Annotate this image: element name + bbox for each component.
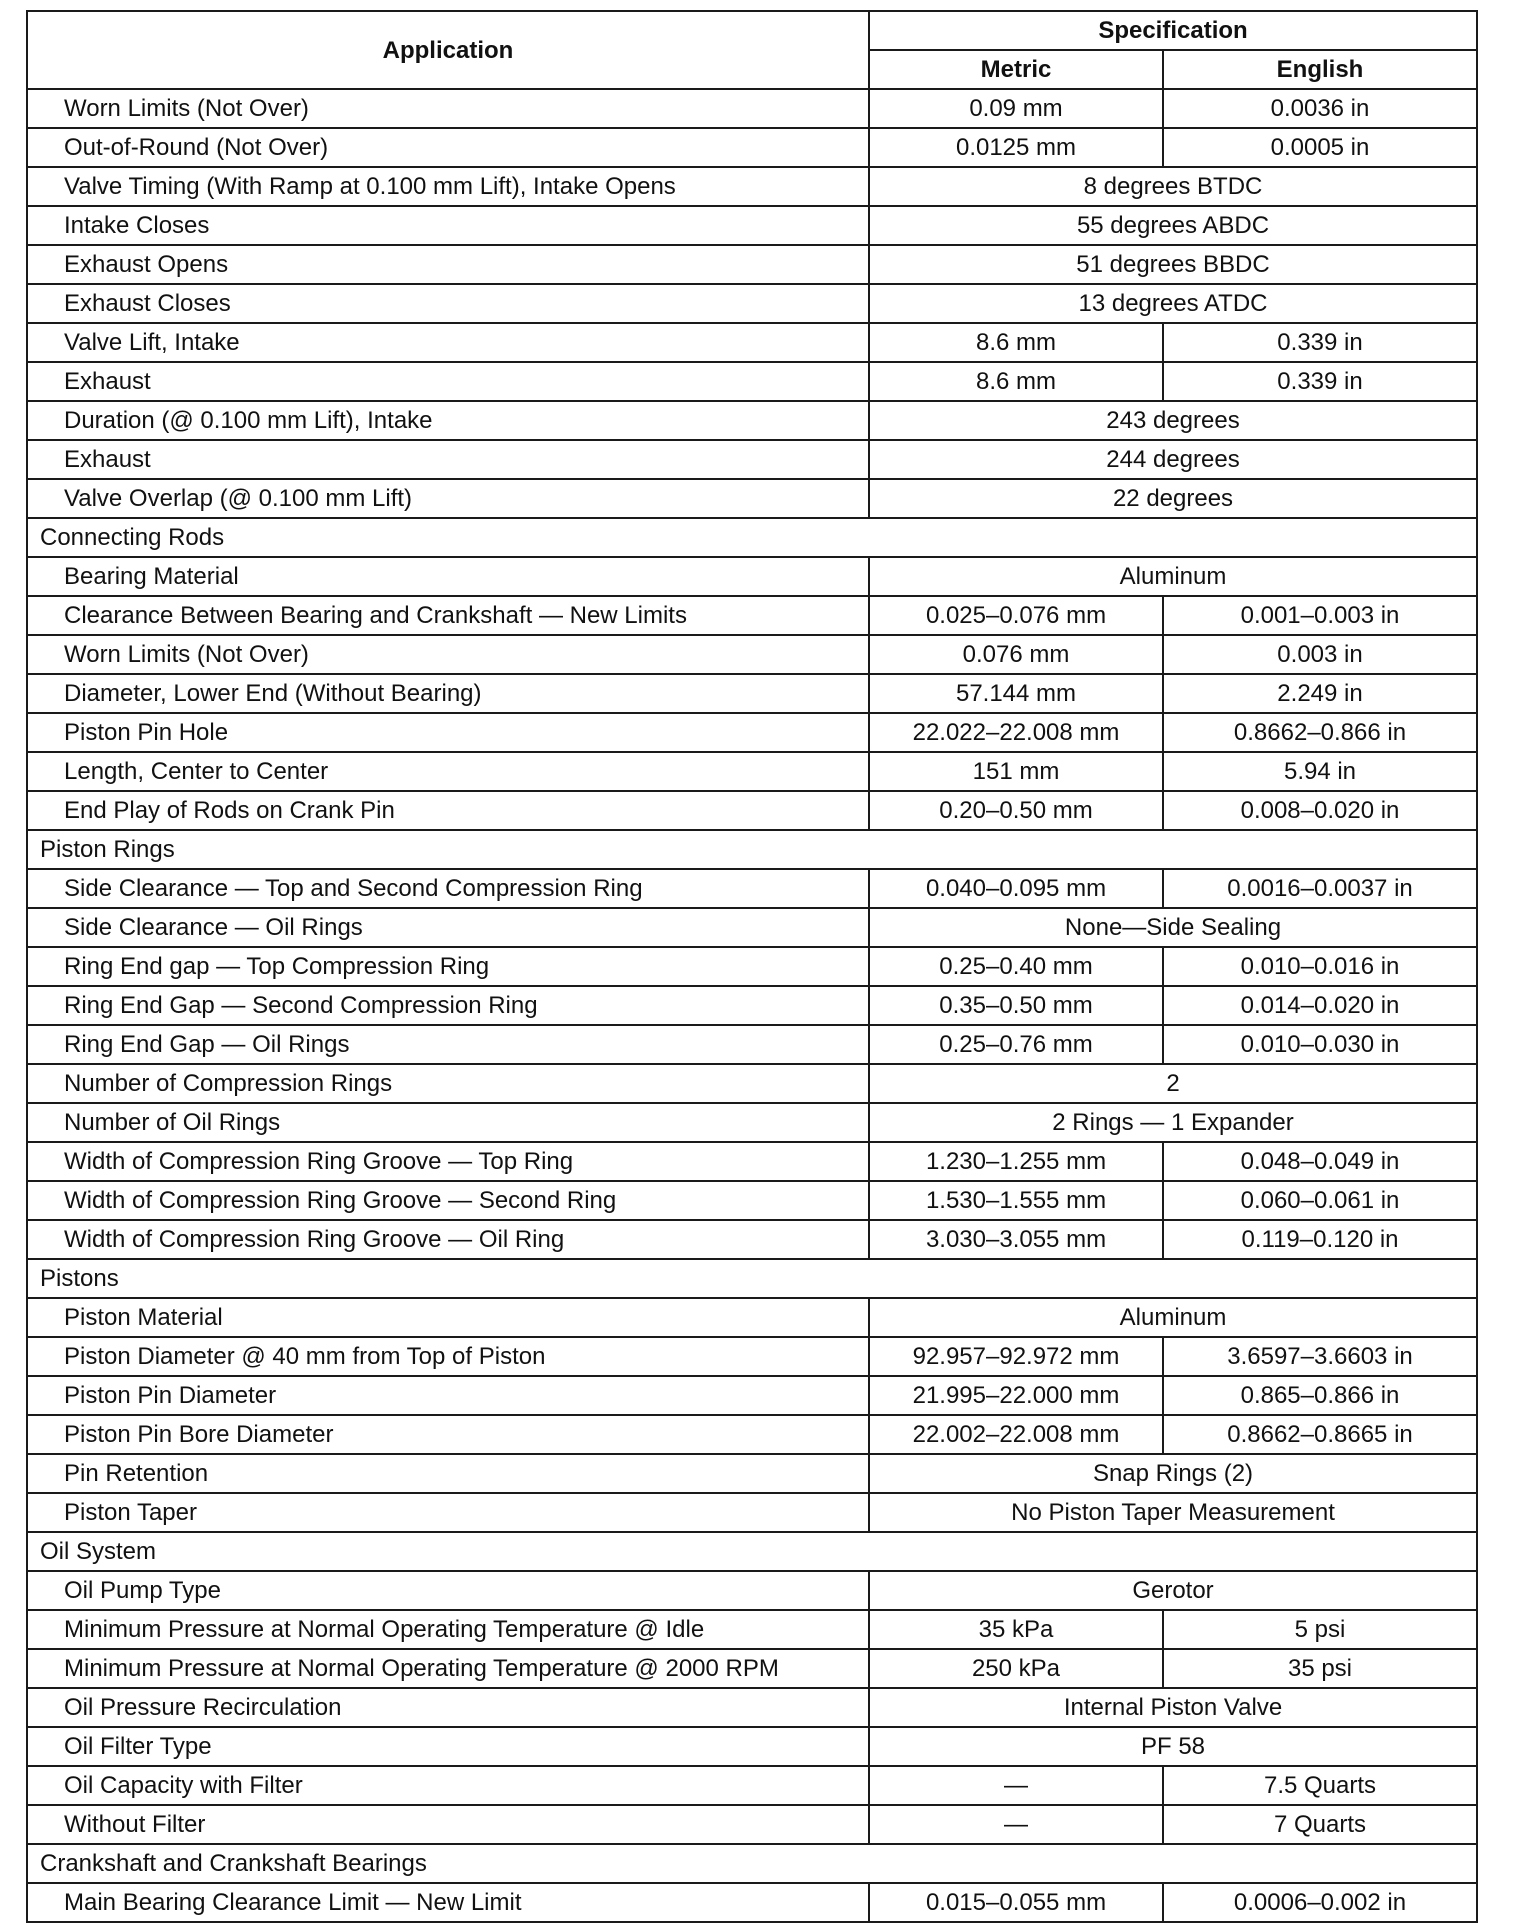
- table-body: [27, 89, 1477, 1922]
- application-cell: Main Bearing Clearance Limit — New Limit: [27, 1883, 869, 1922]
- table-row: [27, 986, 1477, 1025]
- spec-value-cell: 243 degrees: [869, 401, 1477, 440]
- application-cell: Pin Retention: [27, 1454, 869, 1493]
- section-row: [27, 1532, 1477, 1571]
- metric-cell: 21.995–22.000 mm: [869, 1376, 1163, 1415]
- metric-cell: 3.030–3.055 mm: [869, 1220, 1163, 1259]
- table-row: [27, 323, 1477, 362]
- spec-value-cell: PF 58: [869, 1727, 1477, 1766]
- header-row-top: [27, 11, 1477, 50]
- header-metric: Metric: [869, 50, 1163, 89]
- metric-cell: —: [869, 1766, 1163, 1805]
- metric-cell: 0.040–0.095 mm: [869, 869, 1163, 908]
- spec-value-cell: 51 degrees BBDC: [869, 245, 1477, 284]
- english-cell: 2.249 in: [1163, 674, 1477, 713]
- spec-value-cell: No Piston Taper Measurement: [869, 1493, 1477, 1532]
- english-cell: 0.0016–0.0037 in: [1163, 869, 1477, 908]
- application-cell: Exhaust: [27, 440, 869, 479]
- application-cell: Oil Pump Type: [27, 1571, 869, 1610]
- spec-value-cell: 8 degrees BTDC: [869, 167, 1477, 206]
- english-cell: 0.008–0.020 in: [1163, 791, 1477, 830]
- english-cell: 0.003 in: [1163, 635, 1477, 674]
- table-row: [27, 1415, 1477, 1454]
- metric-cell: 0.0125 mm: [869, 128, 1163, 167]
- application-cell: Without Filter: [27, 1805, 869, 1844]
- metric-cell: 0.076 mm: [869, 635, 1163, 674]
- english-cell: 35 psi: [1163, 1649, 1477, 1688]
- table-row: [27, 1181, 1477, 1220]
- metric-cell: 0.025–0.076 mm: [869, 596, 1163, 635]
- spec-value-cell: 2: [869, 1064, 1477, 1103]
- table-row: [27, 1142, 1477, 1181]
- english-cell: 0.0006–0.002 in: [1163, 1883, 1477, 1922]
- application-cell: Out-of-Round (Not Over): [27, 128, 869, 167]
- table-row: [27, 362, 1477, 401]
- application-cell: Worn Limits (Not Over): [27, 89, 869, 128]
- table-row: [27, 635, 1477, 674]
- metric-cell: 57.144 mm: [869, 674, 1163, 713]
- table-row: [27, 869, 1477, 908]
- english-cell: 7 Quarts: [1163, 1805, 1477, 1844]
- application-cell: Oil Pressure Recirculation: [27, 1688, 869, 1727]
- table-row: [27, 1376, 1477, 1415]
- application-cell: Exhaust Closes: [27, 284, 869, 323]
- section-heading: Crankshaft and Crankshaft Bearings: [27, 1844, 1477, 1883]
- spec-value-cell: 55 degrees ABDC: [869, 206, 1477, 245]
- spec-value-cell: None—Side Sealing: [869, 908, 1477, 947]
- table-row: [27, 1688, 1477, 1727]
- spec-value-cell: 22 degrees: [869, 479, 1477, 518]
- application-cell: Number of Oil Rings: [27, 1103, 869, 1142]
- application-cell: End Play of Rods on Crank Pin: [27, 791, 869, 830]
- metric-cell: 1.230–1.255 mm: [869, 1142, 1163, 1181]
- table-row: [27, 1766, 1477, 1805]
- metric-cell: 0.015–0.055 mm: [869, 1883, 1163, 1922]
- application-cell: Side Clearance — Top and Second Compression Ring: [27, 869, 869, 908]
- metric-cell: 0.35–0.50 mm: [869, 986, 1163, 1025]
- spec-value-cell: Aluminum: [869, 1298, 1477, 1337]
- english-cell: 5.94 in: [1163, 752, 1477, 791]
- application-cell: Duration (@ 0.100 mm Lift), Intake: [27, 401, 869, 440]
- english-cell: 5 psi: [1163, 1610, 1477, 1649]
- application-cell: Oil Filter Type: [27, 1727, 869, 1766]
- section-heading: Connecting Rods: [27, 518, 1477, 557]
- table-row: [27, 1649, 1477, 1688]
- metric-cell: 8.6 mm: [869, 323, 1163, 362]
- table-row: [27, 89, 1477, 128]
- application-cell: Valve Overlap (@ 0.100 mm Lift): [27, 479, 869, 518]
- section-row: [27, 1844, 1477, 1883]
- english-cell: 0.0005 in: [1163, 128, 1477, 167]
- table-row: [27, 1337, 1477, 1376]
- metric-cell: 0.09 mm: [869, 89, 1163, 128]
- section-heading: Piston Rings: [27, 830, 1477, 869]
- application-cell: Minimum Pressure at Normal Operating Temperature @ 2000 RPM: [27, 1649, 869, 1688]
- application-cell: Piston Taper: [27, 1493, 869, 1532]
- english-cell: 0.060–0.061 in: [1163, 1181, 1477, 1220]
- english-cell: 0.0036 in: [1163, 89, 1477, 128]
- metric-cell: 22.002–22.008 mm: [869, 1415, 1163, 1454]
- table-row: [27, 1805, 1477, 1844]
- application-cell: Diameter, Lower End (Without Bearing): [27, 674, 869, 713]
- application-cell: Bearing Material: [27, 557, 869, 596]
- application-cell: Valve Lift, Intake: [27, 323, 869, 362]
- table-row: [27, 284, 1477, 323]
- table-row: [27, 1883, 1477, 1922]
- application-cell: Width of Compression Ring Groove — Second Ring: [27, 1181, 869, 1220]
- application-cell: Piston Diameter @ 40 mm from Top of Piston: [27, 1337, 869, 1376]
- header-english: English: [1163, 50, 1477, 89]
- header-specification: Specification: [869, 11, 1477, 50]
- application-cell: Piston Material: [27, 1298, 869, 1337]
- table-row: [27, 1025, 1477, 1064]
- english-cell: 0.8662–0.8665 in: [1163, 1415, 1477, 1454]
- table-row: [27, 1103, 1477, 1142]
- section-row: [27, 830, 1477, 869]
- table-row: [27, 596, 1477, 635]
- table-row: [27, 440, 1477, 479]
- spec-value-cell: 244 degrees: [869, 440, 1477, 479]
- table-row: [27, 1727, 1477, 1766]
- english-cell: 7.5 Quarts: [1163, 1766, 1477, 1805]
- application-cell: Intake Closes: [27, 206, 869, 245]
- metric-cell: 151 mm: [869, 752, 1163, 791]
- application-cell: Side Clearance — Oil Rings: [27, 908, 869, 947]
- table-row: [27, 245, 1477, 284]
- header-application: Application: [27, 11, 869, 89]
- table-row: [27, 206, 1477, 245]
- table-row: [27, 674, 1477, 713]
- metric-cell: 250 kPa: [869, 1649, 1163, 1688]
- spec-value-cell: 2 Rings — 1 Expander: [869, 1103, 1477, 1142]
- english-cell: 0.010–0.016 in: [1163, 947, 1477, 986]
- section-heading: Oil System: [27, 1532, 1477, 1571]
- table-row: [27, 1298, 1477, 1337]
- spec-value-cell: Snap Rings (2): [869, 1454, 1477, 1493]
- table-row: [27, 1064, 1477, 1103]
- specification-table: [26, 10, 1478, 1923]
- table-row: [27, 908, 1477, 947]
- table-row: [27, 1454, 1477, 1493]
- spec-value-cell: Aluminum: [869, 557, 1477, 596]
- metric-cell: —: [869, 1805, 1163, 1844]
- application-cell: Length, Center to Center: [27, 752, 869, 791]
- english-cell: 0.865–0.866 in: [1163, 1376, 1477, 1415]
- section-row: [27, 518, 1477, 557]
- table-row: [27, 557, 1477, 596]
- metric-cell: 0.25–0.76 mm: [869, 1025, 1163, 1064]
- application-cell: Number of Compression Rings: [27, 1064, 869, 1103]
- english-cell: 0.001–0.003 in: [1163, 596, 1477, 635]
- table-row: [27, 128, 1477, 167]
- metric-cell: 1.530–1.555 mm: [869, 1181, 1163, 1220]
- metric-cell: 22.022–22.008 mm: [869, 713, 1163, 752]
- metric-cell: 0.20–0.50 mm: [869, 791, 1163, 830]
- application-cell: Width of Compression Ring Groove — Top Ring: [27, 1142, 869, 1181]
- application-cell: Oil Capacity with Filter: [27, 1766, 869, 1805]
- application-cell: Width of Compression Ring Groove — Oil Ring: [27, 1220, 869, 1259]
- metric-cell: 35 kPa: [869, 1610, 1163, 1649]
- english-cell: 3.6597–3.6603 in: [1163, 1337, 1477, 1376]
- table-row: [27, 1220, 1477, 1259]
- table-row: [27, 713, 1477, 752]
- application-cell: Clearance Between Bearing and Crankshaft — New Limits: [27, 596, 869, 635]
- spec-value-cell: 13 degrees ATDC: [869, 284, 1477, 323]
- table-row: [27, 1610, 1477, 1649]
- table-row: [27, 401, 1477, 440]
- english-cell: 0.048–0.049 in: [1163, 1142, 1477, 1181]
- metric-cell: 0.25–0.40 mm: [869, 947, 1163, 986]
- application-cell: Ring End gap — Top Compression Ring: [27, 947, 869, 986]
- metric-cell: 8.6 mm: [869, 362, 1163, 401]
- application-cell: Piston Pin Bore Diameter: [27, 1415, 869, 1454]
- application-cell: Minimum Pressure at Normal Operating Temperature @ Idle: [27, 1610, 869, 1649]
- english-cell: 0.119–0.120 in: [1163, 1220, 1477, 1259]
- application-cell: Piston Pin Hole: [27, 713, 869, 752]
- table-row: [27, 1493, 1477, 1532]
- table-row: [27, 791, 1477, 830]
- spec-value-cell: Internal Piston Valve: [869, 1688, 1477, 1727]
- table-row: [27, 1571, 1477, 1610]
- english-cell: 0.014–0.020 in: [1163, 986, 1477, 1025]
- english-cell: 0.8662–0.866 in: [1163, 713, 1477, 752]
- application-cell: Piston Pin Diameter: [27, 1376, 869, 1415]
- english-cell: 0.339 in: [1163, 362, 1477, 401]
- table-header: [27, 11, 1477, 89]
- application-cell: Valve Timing (With Ramp at 0.100 mm Lift), Intake Opens: [27, 167, 869, 206]
- application-cell: Exhaust: [27, 362, 869, 401]
- section-heading: Pistons: [27, 1259, 1477, 1298]
- spec-value-cell: Gerotor: [869, 1571, 1477, 1610]
- metric-cell: 92.957–92.972 mm: [869, 1337, 1163, 1376]
- table-row: [27, 752, 1477, 791]
- english-cell: 0.339 in: [1163, 323, 1477, 362]
- table-row: [27, 167, 1477, 206]
- application-cell: Worn Limits (Not Over): [27, 635, 869, 674]
- application-cell: Ring End Gap — Oil Rings: [27, 1025, 869, 1064]
- table-row: [27, 479, 1477, 518]
- table-row: [27, 947, 1477, 986]
- english-cell: 0.010–0.030 in: [1163, 1025, 1477, 1064]
- section-row: [27, 1259, 1477, 1298]
- application-cell: Exhaust Opens: [27, 245, 869, 284]
- application-cell: Ring End Gap — Second Compression Ring: [27, 986, 869, 1025]
